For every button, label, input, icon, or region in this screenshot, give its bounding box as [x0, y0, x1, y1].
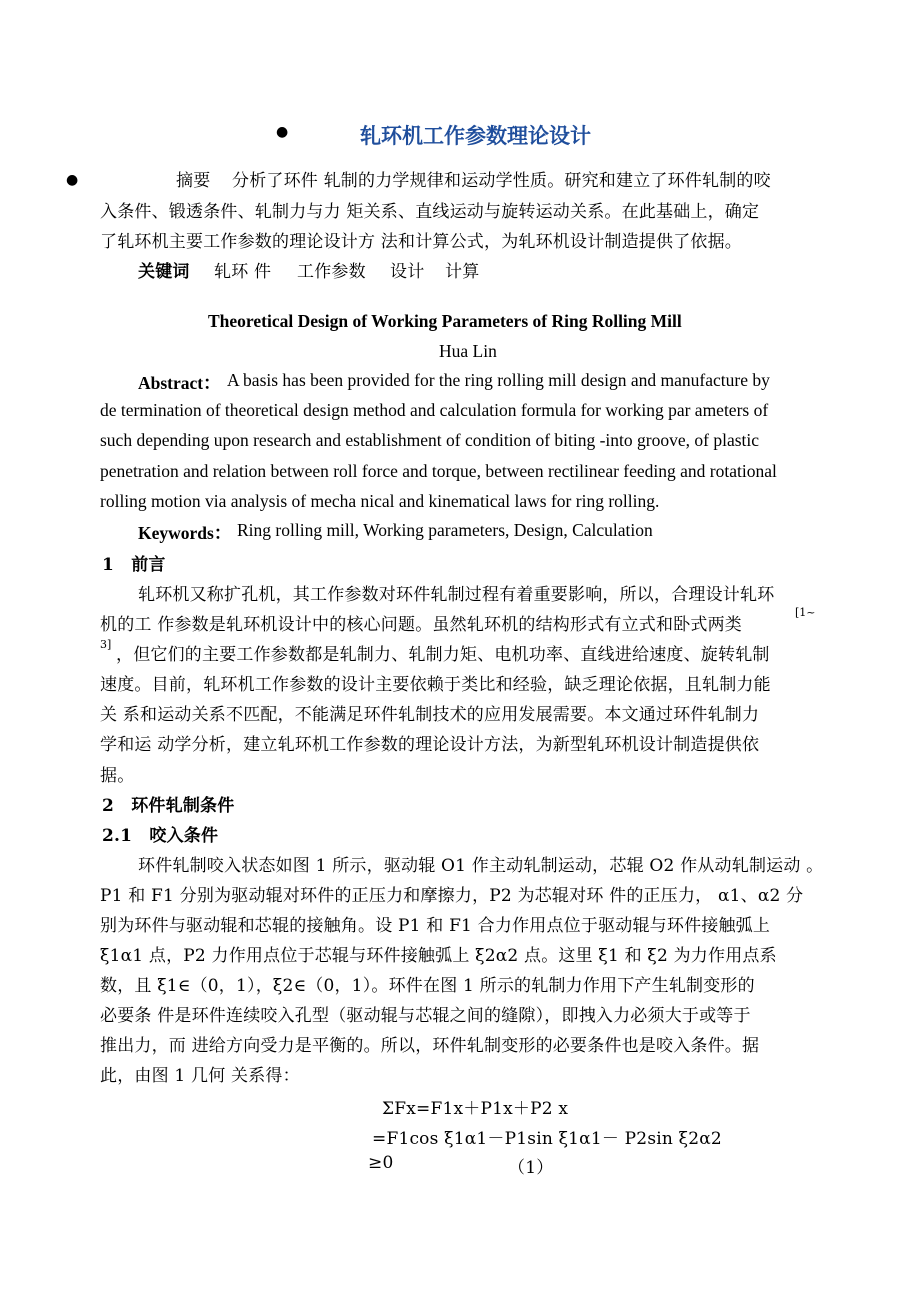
- keywords-cn-label: 关键词: [138, 262, 190, 282]
- body-line: 学和运 动学分析，建立轧环机工作参数的理论设计方法，为新型轧环机设计制造提供依: [100, 735, 760, 755]
- bullet-mark: ●: [66, 172, 79, 188]
- body-line: 别为环件与驱动辊和芯辊的接触角。设 P1 和 F1 合力作用点位于驱动辊与环件接触弧上: [100, 916, 771, 936]
- equation-line: ΣFx=F1x＋P1x＋P2 x: [382, 1099, 569, 1119]
- body-line: 推出力，而 进给方向受力是平衡的。所以，环件轧制变形的必要条件也是咬入条件。据: [100, 1036, 760, 1056]
- section-heading: 1 前言: [102, 555, 166, 575]
- keyword-item: 设计: [390, 262, 425, 282]
- body-line: 数，且 ξ1∈（0，1），ξ2∈（0，1）。环件在图 1 所示的轧制力作用下产生轧制变形的: [100, 976, 755, 996]
- keyword-item: 计算: [445, 262, 480, 282]
- english-title: Theoretical Design of Working Parameters of Ring Rolling Mill: [208, 311, 682, 331]
- abstract-en-label: Abstract：: [138, 373, 221, 393]
- abstract-cn-line: 了轧环机主要工作参数的理论设计方 法和计算公式，为轧环机设计制造提供了依据。: [100, 232, 743, 252]
- equation-line: ≥0: [368, 1153, 394, 1173]
- bullet-mark: ●: [276, 124, 289, 140]
- keyword-item: 轧环 件: [214, 262, 272, 282]
- body-line: 此，由图 1 几何 关系得：: [100, 1066, 300, 1086]
- citation-ref: [1~: [795, 606, 816, 619]
- abstract-cn-label: 摘要: [176, 171, 211, 191]
- keyword-item: 工作参数: [297, 262, 366, 282]
- body-line: P1 和 F1 分别为驱动辊对环件的正压力和摩擦力，P2 为芯辊对环 件的正压力， α1、α2 分: [100, 886, 804, 906]
- abstract-en-line: penetration and relation between roll force and torque, between rectilinear feeding and rotational: [100, 461, 777, 481]
- body-line: 据。: [100, 766, 135, 786]
- section-heading: 2.1 咬入条件: [102, 826, 219, 846]
- keywords-en-text: Ring rolling mill, Working parameters, Design, Calculation: [237, 520, 653, 540]
- body-line: 关 系和运动关系不匹配，不能满足环件轧制技术的应用发展需要。本文通过环件轧制力: [100, 705, 760, 725]
- abstract-cn-line: 分析了环件 轧制的力学规律和运动学性质。研究和建立了环件轧制的咬: [232, 171, 771, 191]
- body-line: 机的工 作参数是轧环机设计中的核心问题。虽然轧环机的结构形式有立式和卧式两类: [100, 615, 743, 635]
- abstract-en-line: A basis has been provided for the ring rolling mill design and manufacture by: [227, 370, 770, 390]
- equation-line: =F1cos ξ1α1－P1sin ξ1α1－ P2sin ξ2α2: [372, 1129, 722, 1149]
- body-line: 必要条 件是环件连续咬入孔型（驱动辊与芯辊之间的缝隙），即拽入力必须大于或等于: [100, 1006, 751, 1026]
- body-line: 环件轧制咬入状态如图 1 所示，驱动辊 O1 作主动轧制运动，芯辊 O2 作从动轧制运动 。: [138, 856, 824, 876]
- body-line: 速度。目前，轧环机工作参数的设计主要依赖于类比和经验，缺乏理论依据，且轧制力能: [100, 675, 771, 695]
- equation-number: （1）: [508, 1158, 554, 1178]
- body-line: ，但它们的主要工作参数都是轧制力、轧制力矩、电机功率、直线进给速度、旋转轧制: [116, 645, 770, 665]
- body-line: ξ1α1 点，P2 力作用点位于芯辊与环件接触弧上 ξ2α2 点。这里 ξ1 和 ξ2 为力作用点系: [100, 946, 777, 966]
- author: Hua Lin: [439, 341, 497, 361]
- abstract-en-line: such depending upon research and establishment of condition of biting -into groove, of plastic: [100, 430, 760, 450]
- abstract-en-line: de termination of theoretical design method and calculation formula for working par ameters of: [100, 400, 769, 420]
- abstract-cn-line: 入条件、锻透条件、轧制力与力 矩关系、直线运动与旋转运动关系。在此基础上，确定: [100, 202, 760, 222]
- keywords-en-label: Keywords：: [138, 523, 232, 543]
- body-line: 轧环机又称扩孔机，其工作参数对环件轧制过程有着重要影响，所以，合理设计轧环: [138, 585, 775, 605]
- citation-ref: 3]: [100, 638, 112, 651]
- section-heading: 2 环件轧制条件: [102, 796, 235, 816]
- page-title: 轧环机工作参数理论设计: [360, 123, 591, 148]
- abstract-en-line: rolling motion via analysis of mecha nical and kinematical laws for ring rolling.: [100, 491, 660, 511]
